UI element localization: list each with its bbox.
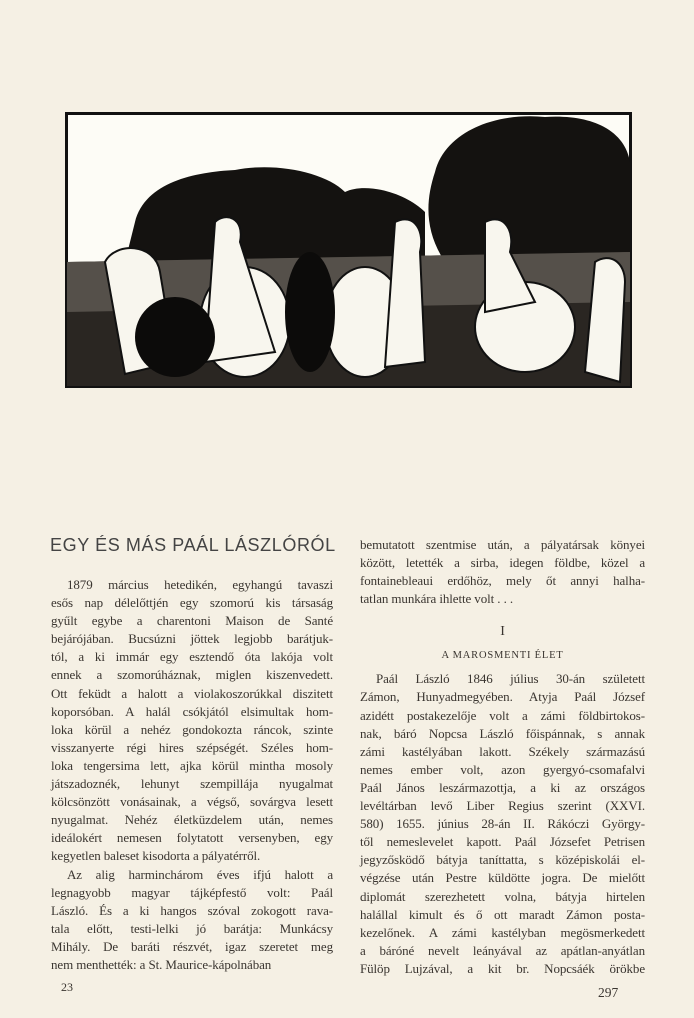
text-line: kegyetlen baleset kisodorta a pályatérről. bbox=[51, 848, 261, 864]
text-line: Paál László 1846 július 30-án született bbox=[376, 671, 645, 687]
text-line: között, letették a sirba, idegen földbe, közel a bbox=[360, 555, 645, 571]
text-line: Fülöp Lujzával, a kit br. Nopcsáék örökbe bbox=[360, 960, 645, 976]
text-line: diplomát szerezhetett volna, bátyja hirtelen bbox=[360, 888, 645, 904]
text-line: nem menthették: a St. Maurice-kápolnában bbox=[51, 956, 272, 972]
text-line: Paál János leszármazottja, a ki az országos bbox=[360, 779, 645, 795]
section-title: A MAROSMENTI ÉLET bbox=[441, 650, 564, 662]
text-line: zámi kastélyában lakott. Székely származású bbox=[360, 743, 645, 759]
text-line: bejárójában. Bucsúzni jöttek legjobb barátjuk- bbox=[51, 631, 333, 647]
text-line: tól, a ki immár egy esztendő óta lakója volt bbox=[51, 649, 333, 665]
text-line: loka tengersima lett, ajka körül mintha mosoly bbox=[51, 757, 333, 773]
text-line: levéltárban levő Liber Regius szerint (XXVI. bbox=[360, 798, 645, 814]
text-line: koporsóban. A halál csókjától elsimultak hom- bbox=[51, 703, 333, 719]
text-line: tatlan munkára ihlette volt . . . bbox=[360, 591, 514, 607]
page-number-right: 297 bbox=[598, 985, 619, 1000]
dancing-figures-illustration bbox=[65, 112, 632, 388]
right-column bbox=[360, 536, 645, 978]
text-line: gyűlt egybe a charentoni Maison de Santé bbox=[51, 613, 333, 629]
text-line: ennek a szomorúháznak, miglen kiszenvedett. bbox=[51, 667, 333, 683]
text-line: visszanyerte régi hires szépségét. Széles hom- bbox=[51, 739, 333, 755]
text-line: től nemeslevelet kapott. Paál Józsefet Petrisen bbox=[360, 834, 645, 850]
text-line: nak, báró Nopcsa László főispánnak, s annak bbox=[360, 725, 645, 741]
text-line: László. És a ki hangos szóval zokogott rava- bbox=[51, 902, 333, 918]
text-line: végzése után Pestre küldötte jogra. De mielőtt bbox=[360, 870, 645, 886]
text-line: esős nap délelőttjén egy szomorú kis társaság bbox=[51, 595, 333, 611]
text-line: nyugalmat. Nehéz életküzdelem után, nemes bbox=[51, 812, 333, 828]
text-line: loka körül a nehéz gondokozta ráncok, szinte bbox=[51, 721, 333, 737]
text-line: jegyzősködő bátyja taníttatta, s középiskolái el- bbox=[360, 852, 645, 868]
text-line: fontainebleaui erdőhöz, mely őt annyi halha- bbox=[360, 573, 645, 589]
page-number-left: 23 bbox=[61, 980, 73, 994]
text-line: nemes ember volt, azon gyergyó-csomafalvi bbox=[360, 761, 645, 777]
text-line: Mihály. De baráti részvét, igaz szeretet meg bbox=[51, 938, 333, 954]
text-line: ideálokért nemesen folytatott versenyben, egy bbox=[51, 830, 333, 846]
text-line: tala előtt, testi-lelki jó barátja: Munkácsy bbox=[51, 920, 333, 936]
text-line: kölcsönzött vonásainak, a végső, sovárgva lesett bbox=[51, 794, 333, 810]
text-line: 580) 1655. június 28-án II. Rákóczi György- bbox=[360, 816, 645, 832]
section-number: I bbox=[500, 624, 505, 640]
paragraph bbox=[51, 576, 333, 866]
text-line: halállal kimult és ő ott maradt Zámon posta- bbox=[360, 906, 645, 922]
text-line: játszadoznék, lehunyt szempillája nyugalmat bbox=[51, 776, 333, 792]
text-line: a báróné nevelt leányával az apátlan-anyátlan bbox=[360, 942, 645, 958]
text-line: Zámon, Hunyadmegyében. Atyja Paál József bbox=[360, 689, 645, 705]
text-line: azidétt postakezelője volt a zámi földbirtokos- bbox=[360, 707, 645, 723]
text-line: 1879 március hetedikén, egyhangú tavaszi bbox=[67, 577, 333, 592]
text-line: kezelőnek. A zámi kastélyban megösmerkedett bbox=[360, 924, 645, 940]
paragraph bbox=[51, 866, 333, 975]
paragraph bbox=[360, 670, 645, 978]
left-column bbox=[51, 576, 333, 974]
text-line: Az alig harminchárom éves ifjú halott a bbox=[67, 866, 333, 882]
text-line: Ott feküdt a halott a violakoszorúkkal diszitett bbox=[51, 685, 333, 701]
paragraph bbox=[360, 536, 645, 608]
article-title: EGY ÉS MÁS PAÁL LÁSZLÓRÓL bbox=[50, 535, 336, 555]
text-line: bemutatott szentmise után, a pályatársak könyei bbox=[360, 537, 645, 552]
text-line: legnagyobb magyar tájképfestő volt: Paál bbox=[51, 884, 333, 900]
